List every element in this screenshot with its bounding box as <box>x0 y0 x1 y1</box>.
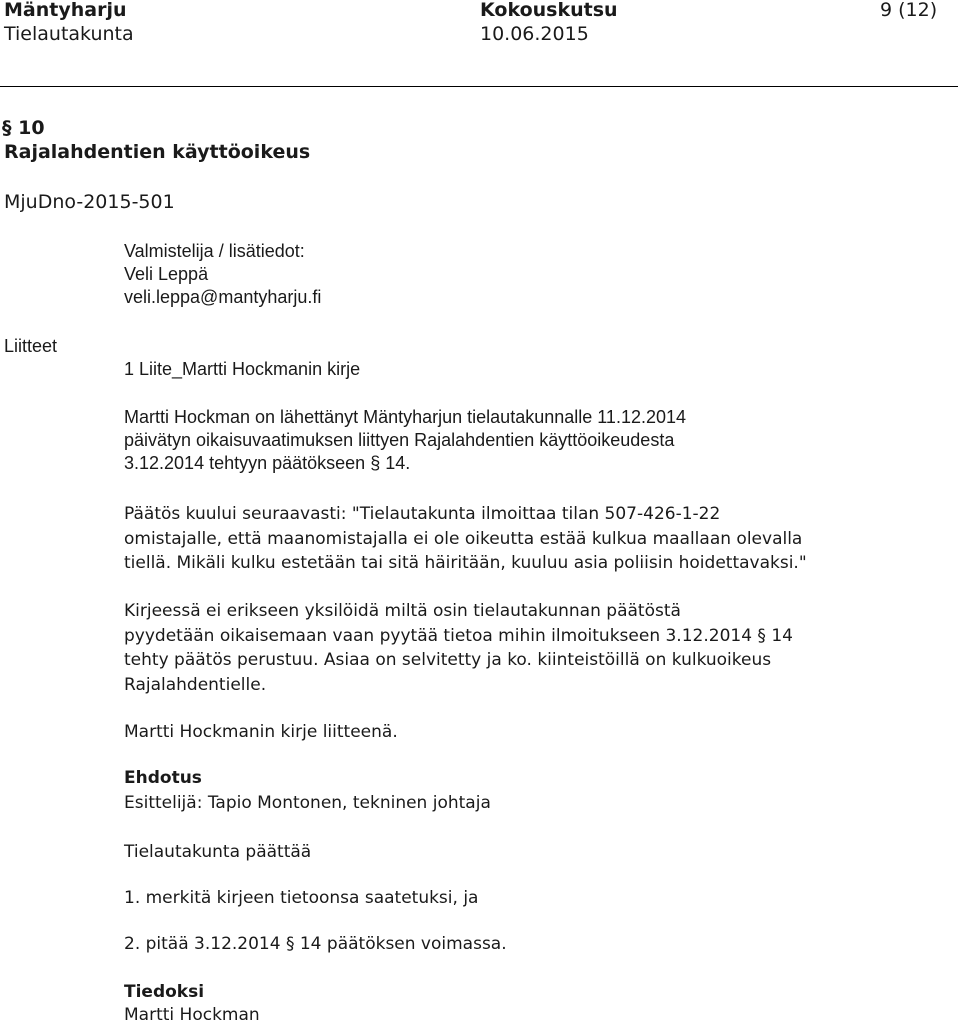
paragraph-3 <box>124 599 793 697</box>
proposal-heading: Ehdotus <box>124 768 202 788</box>
header-divider <box>0 86 958 87</box>
paragraph-1-line: 3.12.2014 tehtyyn päätökseen § 14. <box>124 453 411 473</box>
section-title: Rajalahdentien käyttöoikeus <box>4 141 311 163</box>
paragraph-2 <box>124 502 807 576</box>
paragraph-4: Martti Hockmanin kirje liitteenä. <box>124 722 398 742</box>
header-date: 10.06.2015 <box>480 23 589 45</box>
paragraph-1-line: päivätyn oikaisuvaatimuksen liittyen Rajalahdentien käyttöoikeudesta <box>124 430 675 450</box>
paragraph-2-line: omistajalle, että maanomistajalla ei ole oikeutta estää kulkua maallaan olevalla <box>124 528 803 549</box>
preparer-label: Valmistelija / lisätiedot: <box>124 241 305 261</box>
decision-item-2: 2. pitää 3.12.2014 § 14 päätöksen voimassa. <box>124 934 507 954</box>
paragraph-3-line: tehty päätös perustuu. Asiaa on selvitetty ja ko. kiinteistöillä on kulkuoikeus <box>124 650 772 670</box>
attachments-label: Liitteet <box>4 336 58 356</box>
paragraph-2-line: tiellä. Mikäli kulku estetään tai sitä häiritään, kuuluu asia poliisin hoidettavaksi." <box>124 553 807 573</box>
paragraph-1 <box>124 406 686 475</box>
decision-intro: Tielautakunta päättää <box>124 842 312 862</box>
preparer-email: veli.leppa@mantyharju.fi <box>124 287 322 307</box>
presenter-line: Esittelijä: Tapio Montonen, tekninen johtaja <box>124 793 491 813</box>
section-number: § 10 <box>2 117 45 139</box>
decision-item-1: 1. merkitä kirjeen tietoonsa saatetuksi, ja <box>124 888 479 908</box>
preparer-name: Veli Leppä <box>124 264 209 284</box>
header-doc-type: Kokouskutsu <box>480 0 618 21</box>
paragraph-3-line: Kirjeessä ei erikseen yksilöidä miltä osin tielautakunnan päätöstä <box>124 601 681 621</box>
paragraph-3-line: Rajalahdentielle. <box>124 674 267 695</box>
paragraph-3-line: pyydetään oikaisemaan vaan pyytää tietoa mihin ilmoitukseen 3.12.2014 § 14 <box>124 625 793 646</box>
distribution-recipient: Martti Hockman <box>124 1005 260 1025</box>
paragraph-1-line: Martti Hockman on lähettänyt Mäntyharjun tielautakunnalle 11.12.2014 <box>124 407 687 427</box>
reference-number: MjuDno-2015-501 <box>4 191 175 213</box>
header-body: Tielautakunta <box>4 23 134 45</box>
header-municipality: Mäntyharju <box>4 0 127 21</box>
header-page-number: 9 (12) <box>880 0 938 21</box>
paragraph-2-line: Päätös kuului seuraavasti: "Tielautakunta ilmoittaa tilan 507-426-1-22 <box>124 504 721 524</box>
attachment-item: 1 Liite_Martti Hockmanin kirje <box>124 359 361 379</box>
distribution-heading: Tiedoksi <box>124 982 205 1002</box>
